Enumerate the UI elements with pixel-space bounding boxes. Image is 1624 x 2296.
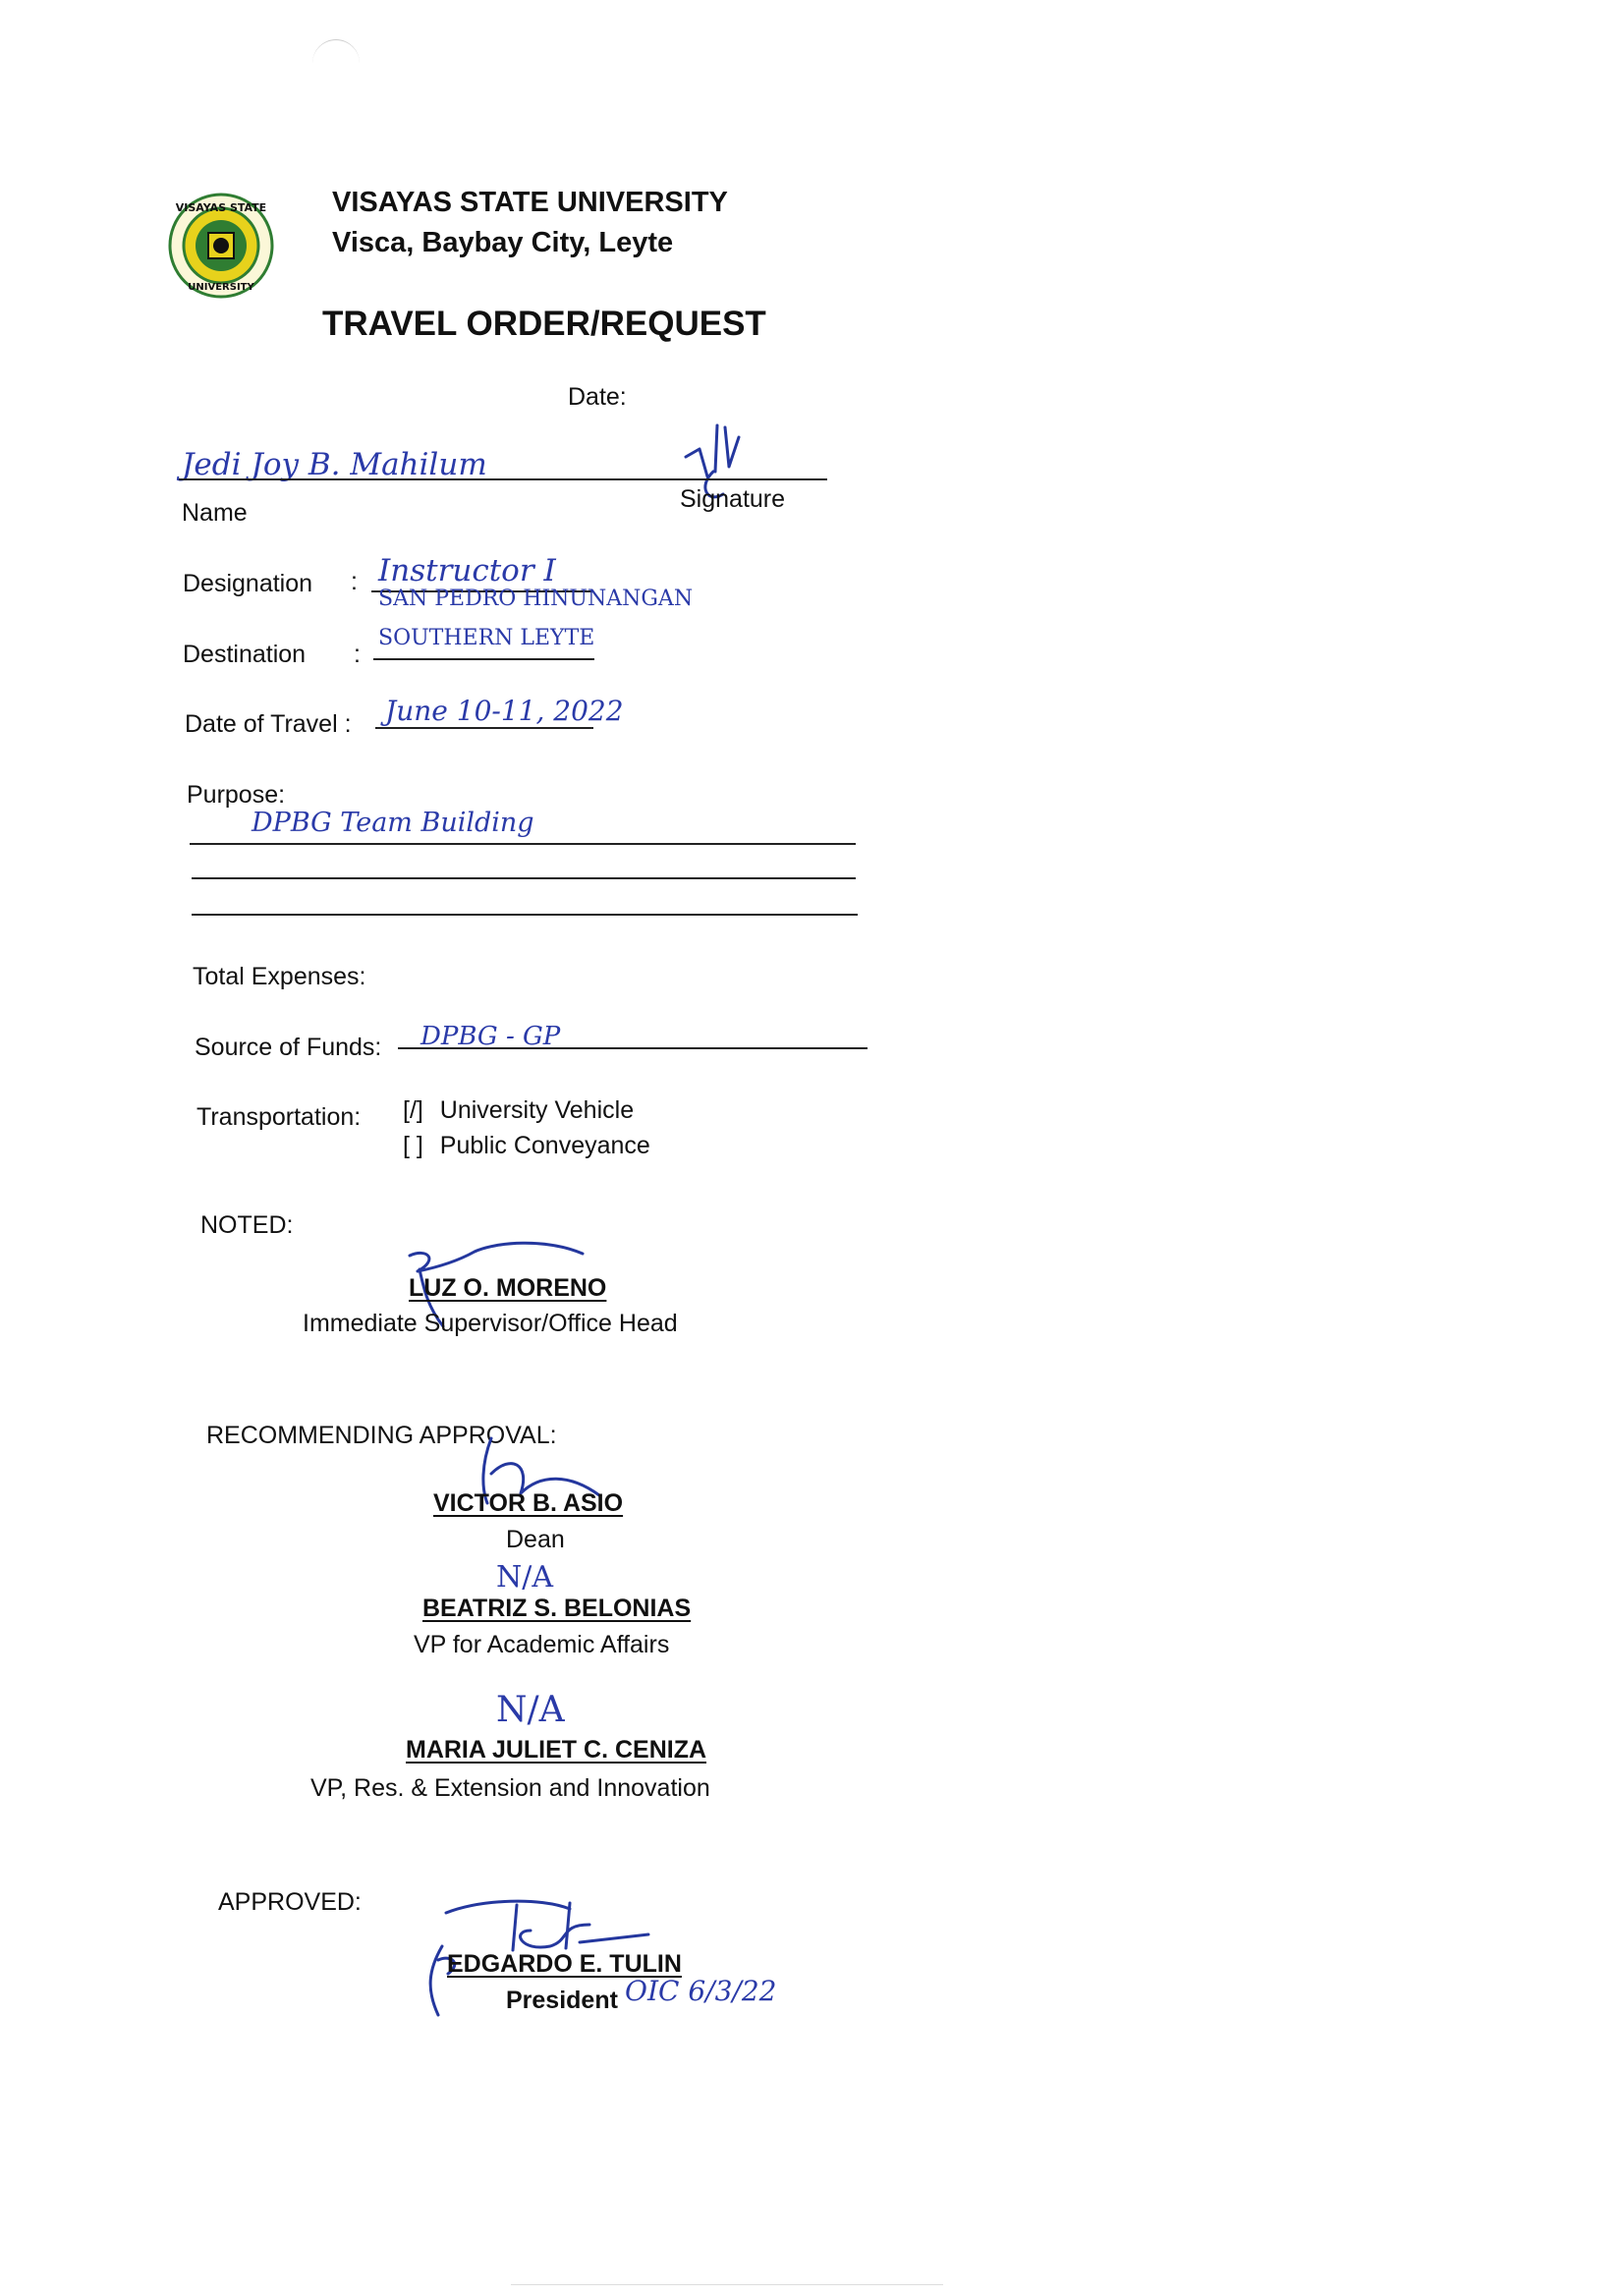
purpose-line-2 <box>192 877 856 879</box>
designation-colon: : <box>351 568 358 595</box>
approved-name: EDGARDO E. TULIN <box>447 1950 682 1978</box>
destination-value-line1: SAN PEDRO HINUNANGAN <box>378 587 694 611</box>
transport-option-label: Public Conveyance <box>439 1132 650 1159</box>
destination-line <box>373 658 594 660</box>
name-label: Name <box>182 499 248 527</box>
checkbox-checked-icon: [/] <box>403 1096 423 1124</box>
recommending-approval-label: RECOMMENDING APPROVAL: <box>206 1422 557 1449</box>
name-value: Jedi Joy B. Mahilum <box>182 447 487 482</box>
designation-label: Designation <box>183 570 313 597</box>
total-expenses-label: Total Expenses: <box>193 963 366 990</box>
source-of-funds-line <box>398 1047 868 1049</box>
destination-label: Destination <box>183 641 307 668</box>
scan-artifact-arc <box>312 39 360 87</box>
noted-name: LUZ O. MORENO <box>409 1274 607 1302</box>
transport-option-public-conveyance <box>403 1132 650 1160</box>
noted-label: NOTED: <box>200 1211 294 1239</box>
transport-option-university-vehicle <box>403 1096 634 1125</box>
destination-value-line2: SOUTHERN LEYTE <box>378 626 595 650</box>
recommending-title-3: VP, Res. & Extension and Innovation <box>310 1774 710 1802</box>
destination-colon: : <box>354 641 361 668</box>
purpose-line-1 <box>190 843 856 845</box>
university-address: Visca, Baybay City, Leyte <box>332 227 674 258</box>
recommending-mark-3: N/A <box>496 1690 565 1730</box>
signature-label: Signature <box>680 485 786 513</box>
recommending-title-1: Dean <box>506 1526 565 1553</box>
source-of-funds-value: DPBG - GP <box>420 1022 561 1051</box>
seal-top-text: VISAYAS STATE <box>175 201 267 214</box>
date-of-travel-label: Date of Travel : <box>185 710 352 738</box>
name-line <box>179 478 827 480</box>
source-of-funds-label: Source of Funds: <box>195 1034 382 1061</box>
recommending-name-1: VICTOR B. ASIO <box>433 1489 624 1517</box>
purpose-value: DPBG Team Building <box>252 808 534 838</box>
form-title: TRAVEL ORDER/REQUEST <box>322 305 766 343</box>
transport-option-label: University Vehicle <box>439 1096 635 1124</box>
designation-value: Instructor I <box>378 553 556 588</box>
recommending-mark-2: N/A <box>496 1560 554 1595</box>
date-of-travel-value: June 10-11, 2022 <box>385 695 624 727</box>
noted-title: Immediate Supervisor/Office Head <box>303 1310 678 1337</box>
approved-annotation: OIC 6/3/22 <box>625 1975 777 2007</box>
scan-artifact-bottom-line <box>511 2284 943 2285</box>
recommending-name-3: MARIA JULIET C. CENIZA <box>406 1736 707 1764</box>
approved-label: APPROVED: <box>218 1888 362 1916</box>
university-name: VISAYAS STATE UNIVERSITY <box>332 187 728 218</box>
purpose-line-3 <box>192 914 858 916</box>
university-seal-icon <box>162 192 280 300</box>
date-of-travel-line <box>375 727 593 729</box>
purpose-label: Purpose: <box>187 781 286 809</box>
approved-title: President <box>506 1987 618 2014</box>
date-label: Date: <box>568 383 627 411</box>
transportation-label: Transportation: <box>196 1103 362 1131</box>
recommending-title-2: VP for Academic Affairs <box>414 1631 670 1658</box>
seal-bottom-text: UNIVERSITY <box>188 282 254 293</box>
recommending-name-2: BEATRIZ S. BELONIAS <box>422 1595 692 1622</box>
checkbox-unchecked-icon: [ ] <box>403 1132 423 1159</box>
